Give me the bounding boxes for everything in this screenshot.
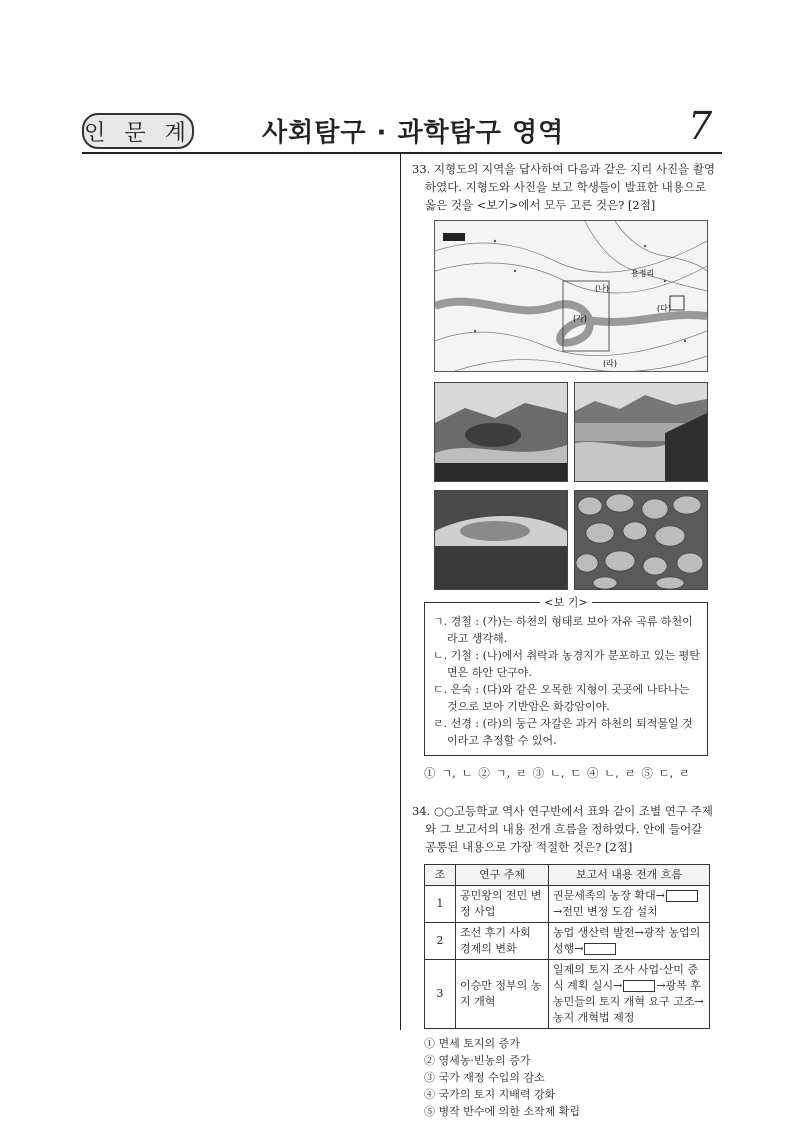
answer-option: ⑤ 병작 반수에 의한 소작제 확립	[424, 1105, 580, 1118]
answer-option: ④ 국가의 토지 지배력 강화	[424, 1088, 556, 1101]
table-header-row	[425, 865, 710, 886]
flow-text: →광복 후 농민들의 토지 개혁 요구 고조→농지 개혁법 제정	[553, 979, 704, 1024]
table-row	[425, 886, 710, 923]
bogi-item: ㄱ. 경철 : (가)는 하천의 형태로 보아 자유 곡류 하천이라고 생각해.	[433, 615, 693, 645]
map-label-place: 용정리	[631, 269, 655, 278]
row-topic: 공민왕의 전민 변정 사업	[456, 886, 549, 923]
bogi-item: ㄴ. 기철 : (나)에서 취락과 농경지가 분포하고 있는 평탄면은 하안 단구야.	[433, 649, 700, 679]
right-column	[412, 160, 717, 1120]
research-table	[424, 864, 710, 1029]
photo-na	[574, 382, 708, 482]
bogi-item: ㄷ. 은숙 : (다)와 같은 오목한 지형이 곳곳에 나타나는 것으로 보아 기반암은 화강암이야.	[433, 683, 690, 713]
blank-box	[584, 943, 616, 955]
photo-ga	[434, 382, 568, 482]
table-row	[425, 960, 710, 1029]
table-header: 보고서 내용 전개 흐름	[549, 865, 710, 886]
page-number: 7	[688, 104, 713, 148]
answer-option: ③ 국가 재정 수입의 감소	[424, 1071, 545, 1084]
page-title: 사회탐구 · 과학탐구 영역	[262, 118, 565, 148]
row-number: 3	[425, 960, 456, 1029]
question-33-choices: ① ㄱ, ㄴ ② ㄱ, ㄹ ③ ㄴ, ㄷ ④ ㄴ, ㄹ ⑤ ㄷ, ㄹ	[424, 766, 691, 780]
map-label-ra: (라)	[603, 359, 617, 368]
map-label-na: (나)	[595, 284, 609, 293]
bogi-box	[424, 596, 708, 756]
row-topic: 이승만 정부의 농지 개혁	[456, 960, 549, 1029]
row-number: 1	[425, 886, 456, 923]
column-divider	[400, 154, 401, 1030]
row-number: 2	[425, 923, 456, 960]
flow-text: 일제의 토지 조사 사업·산미 증식 계획 실시→	[553, 963, 698, 992]
section-badge: 인 문 계	[82, 113, 194, 149]
bogi-item: ㄹ. 선경 : (라)의 둥근 자갈은 과거 하천의 퇴적물일 것이라고 추정할 수 있어.	[433, 717, 693, 747]
map-label-da: (다)	[657, 304, 671, 313]
row-topic: 조선 후기 사회 경제의 변화	[456, 923, 549, 960]
question-34-options	[424, 1035, 717, 1120]
photo-ra	[574, 490, 708, 590]
blank-box	[623, 980, 655, 992]
photo-da	[434, 490, 568, 590]
flow-text: 권문세족의 농장 확대→	[553, 889, 665, 902]
table-header: 조	[425, 865, 456, 886]
header-rule	[82, 152, 722, 154]
question-33-text: 33. 지형도의 지역을 답사하여 다음과 같은 지리 사진을 촬영하였다. 지형도와 사진을 보고 학생들이 발표한 내용으로 옳은 것을 <보기>에서 모두 고른 것은? [2점]	[412, 162, 716, 212]
blank-box	[666, 890, 698, 902]
topographic-map	[434, 220, 708, 372]
table-row	[425, 923, 710, 960]
map-label-ga: (가)	[573, 314, 587, 323]
answer-option: ① 면세 토지의 증가	[424, 1037, 520, 1050]
question-34-text: 34. ○○고등학교 역사 연구반에서 표와 같이 조별 연구 주제와 그 보고서의 내용 전개 흐름을 정하였다. 안에 들어갈 공통된 내용으로 가장 적절한 것은? [2점]	[412, 804, 713, 854]
table-header: 연구 주제	[456, 865, 549, 886]
topographic-map-image	[435, 221, 707, 371]
photo-grid	[434, 382, 706, 588]
row-flow	[549, 960, 710, 1029]
flow-text: →전민 변정 도감 설치	[553, 905, 658, 918]
flow-text: 농업 생산력 발전→광작 농업의 성행→	[553, 926, 701, 955]
row-flow	[549, 923, 710, 960]
bogi-title: <보 기>	[540, 596, 591, 609]
row-flow	[549, 886, 710, 923]
answer-option: ② 영세농·빈농의 증가	[424, 1054, 531, 1067]
